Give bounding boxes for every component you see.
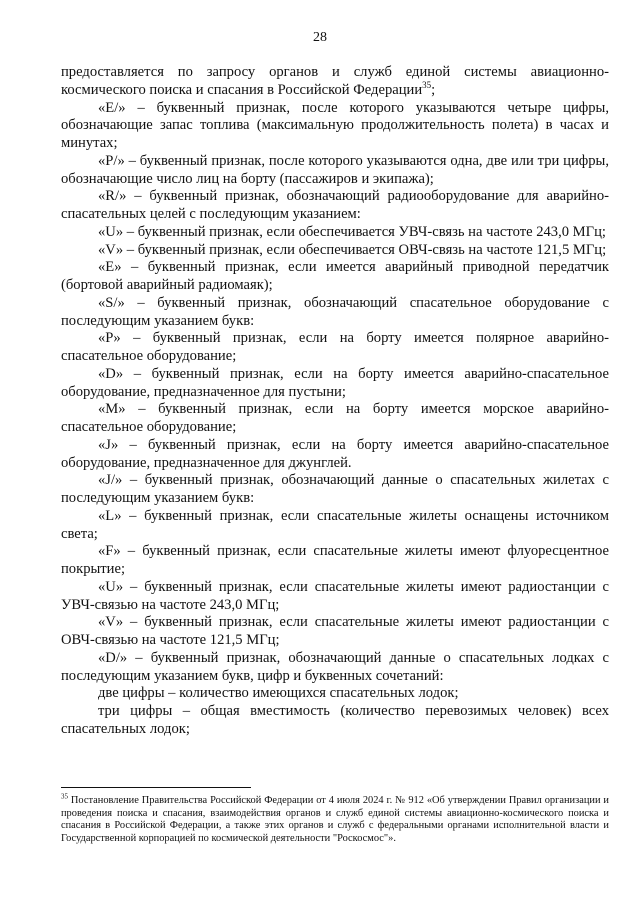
footnote-marker: 35 — [61, 792, 68, 801]
paragraph-s-survival: «S/» – буквенный признак, обозначающий спасательное оборудование с последующим указанием букв: — [61, 294, 609, 329]
paragraph-j-u: «U» – буквенный признак, если спасательные жилеты имеют радиостанции с УВЧ-связью на частоте 243,0 МГц; — [61, 578, 609, 613]
paragraph-d-two-digits: две цифры – количество имеющихся спасательных лодок; — [98, 685, 459, 702]
paragraph-d-three-digits: три цифры – общая вместимость (количество перевозимых человек) всех спасательных лодок; — [61, 703, 609, 737]
footnote-reference[interactable]: 35 — [422, 79, 432, 90]
paragraph-s-d: «D» – буквенный признак, если на борту имеется аварийно-спасательное оборудование, предназначенное для пустыни; — [61, 365, 609, 400]
paragraph-text-end: ; — [431, 81, 436, 98]
paragraph-r-u: «U» – буквенный признак, если обеспечивается УВЧ-связь на частоте 243,0 МГц; — [98, 223, 606, 240]
footnote — [61, 792, 609, 845]
paragraph-text: предоставляется по запросу органов и служб единой системы авиационно-космического поиска и спасания в Российской Федерации — [61, 64, 609, 98]
paragraph-s-p: «P» – буквенный признак, если на борту имеется полярное аварийно-спасательное оборудование; — [61, 330, 609, 364]
paragraph-j-l: «L» – буквенный признак, если спасательные жилеты оснащены источником света; — [61, 507, 609, 542]
page-number: 28 — [313, 30, 327, 45]
body-text — [61, 64, 609, 739]
paragraph-r-v: «V» – буквенный признак, если обеспечивается ОВЧ-связь на частоте 121,5 МГц; — [98, 241, 607, 258]
paragraph-r-e: «E» – буквенный признак, если имеется аварийный приводной передатчик (бортовой аварийный радиомаяк); — [61, 259, 609, 293]
paragraph-continuation — [61, 64, 609, 100]
paragraph-d-dinghies: «D/» – буквенный признак, обозначающий данные о спасательных лодках с последующим указанием букв, цифр и буквенных сочетаний: — [61, 649, 609, 684]
paragraph-p-persons: «P/» – буквенный признак, после которого указываются одна, две или три цифры, обозначающие число лиц на борту (пассажиров и экипажа); — [61, 152, 609, 187]
paragraph-e-fuel: «E/» – буквенный признак, после которого указываются четыре цифры, обозначающие запас топлива (максимальную продолжительность полета) в часах и минутах; — [61, 99, 609, 151]
paragraph-j-v: «V» – буквенный признак, если спасательные жилеты имеют радиостанции с ОВЧ-связью на частоте 121,5 МГц; — [61, 614, 609, 648]
paragraph-s-m: «M» – буквенный признак, если на борту имеется морское аварийно-спасательное оборудование; — [61, 401, 609, 435]
footnote-text: Постановление Правительства Российской Федерации от 4 июля 2024 г. № 912 «Об утверждении Правил организации и проведения поиска и спасания, взаимодействия органов и служб единой системы авиационно-космического поиска и спасания в Российской Федерации, а также этих органов и служб с федеральными органами исполнительной власти и Государственной корпорацией по космической деятельности "Роскосмос"». — [61, 795, 609, 844]
paragraph-r-radio: «R/» – буквенный признак, обозначающий радиооборудование для аварийно-спасательных целей с последующим указанием: — [61, 188, 609, 222]
footnote-divider — [61, 787, 251, 788]
paragraph-s-j: «J» – буквенный признак, если на борту имеется аварийно-спасательное оборудование, предназначенное для джунглей. — [61, 436, 609, 471]
paragraph-j-jackets: «J/» – буквенный признак, обозначающий данные о спасательных жилетах с последующим указанием букв: — [61, 472, 609, 506]
paragraph-j-f: «F» – буквенный признак, если спасательные жилеты имеют флуоресцентное покрытие; — [61, 543, 609, 577]
